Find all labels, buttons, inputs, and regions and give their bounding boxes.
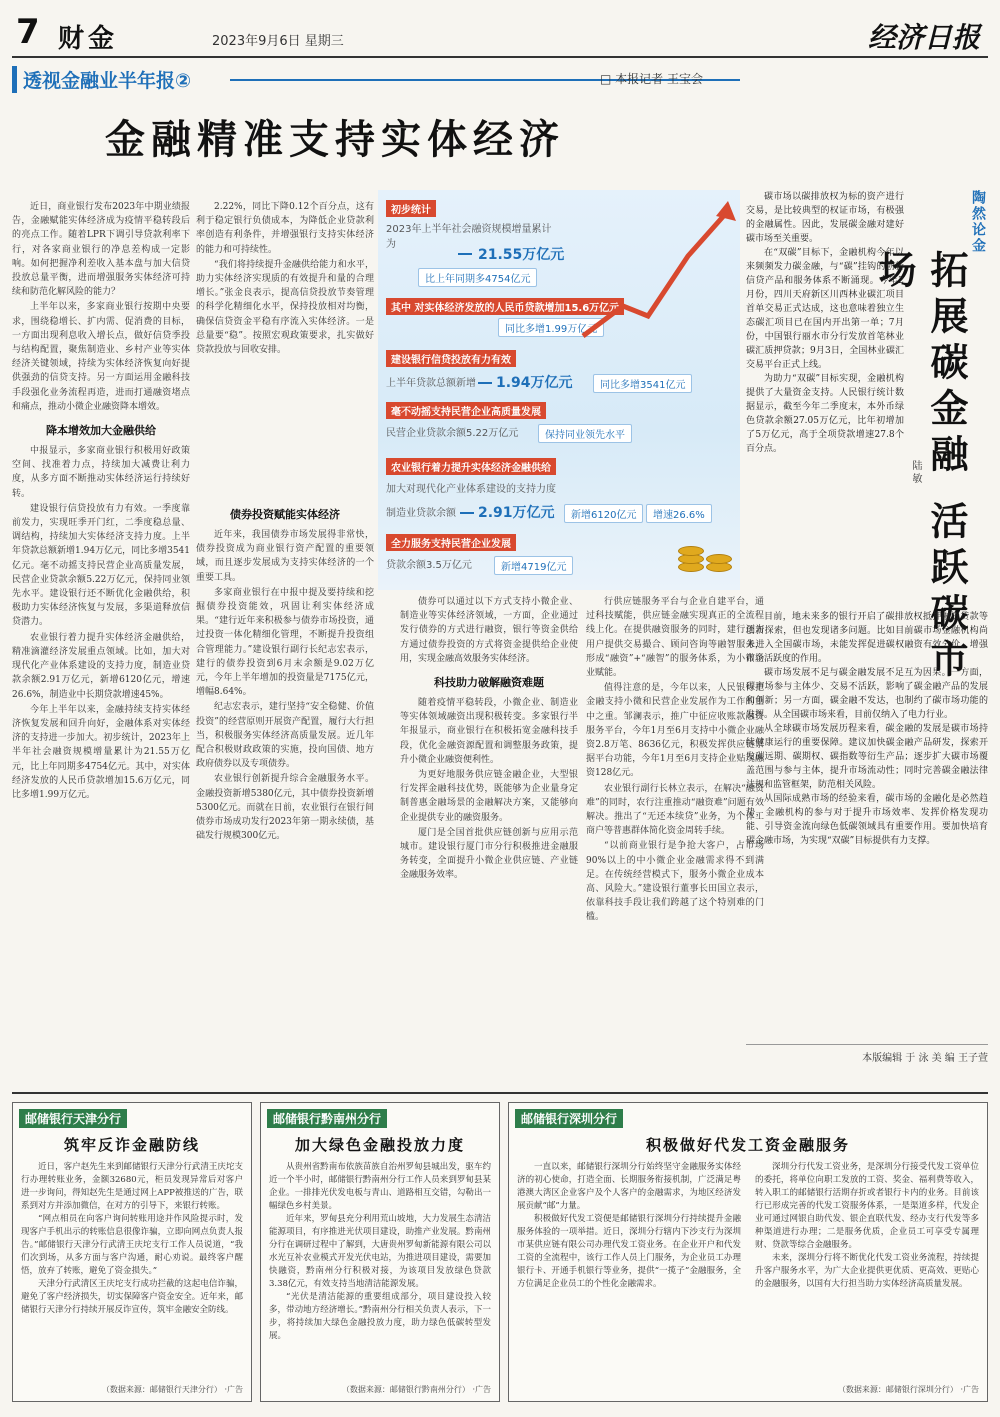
ad-paragraph: 从贵州省黔南布依族苗族自治州罗甸县城出发，驱车约近一个半小时，邮储银行黔南州分行工作人员来到罗甸县某企业。一排排光伏发电板与青山、道路相互交错，勾勒出一幅绿色乡村美景。 xyxy=(269,1162,491,1211)
ad-source xyxy=(342,1384,491,1395)
article-paragraph: 近日，商业银行发布2023年中期业绩报告，金融赋能实体经济成为疫情平稳转段后的亮点工作。随着LPR下调引导贷款利率下行，对各家商业银行的净息差构成一定影响。如何把握净利差收入基本盘与加大信贷投放总量平衡，进而增强服务实体经济可持续和防范化解风险的能力？ xyxy=(12,202,190,298)
article-paragraph: 上半年以来，多家商业银行按期中央要求，围绕稳增长、扩内需、促消费的目标，一方面出现利息收入增长点，做好信贷季投与结构配置，聚焦制造业、乡村产业等实体经济关键领域，持续为实体经济恢复向好提供强劲的信贷支持。另一方面运用金融科技手段强化业务流程再造，进而打通融资堵点和痛点，推动小微企业融资降本增效。 xyxy=(12,302,190,412)
ad-headline: 筑牢反诈金融防线 xyxy=(63,1136,200,1154)
article-paragraph: 中报显示，多家商业银行积极用好政策空间、找准着力点，持续加大减费让利力度，从多方面不断推动实体经济运行持续好转。 xyxy=(12,446,190,499)
ad-box-qiannan xyxy=(260,1102,500,1402)
commentary-paragraph: 碳市场以碳排放权为标的资产进行交易，是比较典型的权证市场，有极强的金融属性。因此，发展碳金融对建好碳市场至关重要。 xyxy=(746,192,904,244)
info-block-text: 贷款余额3.5万亿元 xyxy=(386,560,472,571)
info-block-text: 加大对现代化产业体系建设的支持力度 xyxy=(386,484,556,495)
info-pill: 保持同业领先水平 xyxy=(538,424,632,443)
article-paragraph: 为更好地服务供应链金融企业，大型银行发挥金融科技优势，既能够为企业量身定制普惠金融场景的金融解决方案，又能够向企业提供专业的融资服务。 xyxy=(400,770,578,823)
ad-paragraph: 近年来，罗甸县充分利用荒山坡地，大力发展生态清洁能源项目，有序推进光伏项目建设，助推产业发展。黔南州分行在调研过程中了解到，大唐贵州罗甸新能源有限公司以水光互补农业模式开发光伏电站，为推进项目建设，需要加快融资，黔南州分行积极对接，为该项目发放绿色贷款3.38亿元，有效支持当地清洁能源发展。 xyxy=(269,1214,491,1289)
issue-date: 2023年9月6日 星期三 xyxy=(212,34,344,49)
advertisement-strip xyxy=(12,1092,988,1410)
page-headline: 金融精准支持实体经济 xyxy=(105,117,565,163)
info-block-text: 上半年贷款总额新增 xyxy=(386,378,476,389)
coin-icon xyxy=(706,554,732,564)
article-paragraph: 近年来，我国债券市场发展得非常快，债券投资成为商业银行资产配置的重要领域，而且逐步发展成为支持实体经济的一个重要工具。 xyxy=(196,530,374,583)
article-paragraph: 农业银行创新提升综合金融服务水平。金融投资新增5380亿元，其中债券投资新增5300亿元。而就在日前，农业银行在银行间债券市场成功发行2023年第一期永续债，基础发行规模300亿元。 xyxy=(196,774,374,842)
article-paragraph: 随着疫情平稳转段，小微企业、制造业等实体领域融资出现积极转变。多家银行半年报显示，商业银行在积极拓宽金融科技手段，优化金融资源配置和调整服务政策，提升小微企业融资便利性。 xyxy=(400,698,578,765)
info-pill: 新增4719亿元 xyxy=(494,556,573,575)
ad-box-tianjin xyxy=(12,1102,252,1402)
info-block-text: 2023年上半年社会融资规模增量累计为 xyxy=(386,224,552,250)
info-number: 2.91万亿元 xyxy=(478,505,555,521)
article-paragraph: 今年上半年以来，金融持续支持实体经济恢复发展和回升向好，金融体系对实体经济的支持进一步加大。初步统计，2023年上半年社会融资规模增量累计为21.55万亿元，比上年同期多4754亿元。其中，对实体经济发放的人民币贷款增加15.6万亿元，同比多增1.99万亿元。 xyxy=(12,704,190,800)
article-paragraph: “以前商业银行是争抢大客户，占市场90%以上的中小微企业金融需求得不到满足。在传统经营模式下，服务小微企业成本高、风险大。”建设银行董事长田国立表示，依靠科技手段让我们跨越了这个特别难的门槛。 xyxy=(586,841,764,923)
commentary-title: 拓展碳金融 活跃碳市场 xyxy=(872,250,969,686)
commentary-body-lower xyxy=(746,610,988,1030)
ad-paragraph: 未来，深圳分行将不断优化代发工资业务流程，持续提升客户服务水平，为广大企业提供更优质、更高效、更贴心的金融服务，以国有大行担当助力实体经济高质量发展。 xyxy=(755,1253,979,1289)
masthead xyxy=(12,10,988,58)
infographic xyxy=(378,190,740,590)
info-pill: 同比多增1.99万亿元 xyxy=(498,318,604,337)
arrow-icon xyxy=(478,382,492,384)
page-number: 7 xyxy=(16,12,40,52)
series-tag: 透视金融业半年报② xyxy=(12,66,191,93)
ad-paragraph: 积极做好代发工资便是邮储银行深圳分行持续提升金融服务体验的一项举措。近日，深圳分行辖内下沙支行为深圳市某供应链有限公司办理代发工资业务。在企业开户和代发工资的全流程中，该行工作人员上门服务，为企业员工办理银行卡、开通手机银行等业务，提供“一揽子”金融服务，全方位满足企业员工的个性化金融需求。 xyxy=(517,1214,741,1289)
article-paragraph: 农业银行着力提升实体经济金融供给，精准滴灌经济发展重点领域。比如，加大对现代化产业体系建设的支持力度，制造业贷款余额2.91万亿元，新增6120亿元，增速26.6%，制造业中长期贷款增速45%。 xyxy=(12,632,190,700)
arrow-icon xyxy=(458,253,472,255)
article-paragraph: 2.22%，同比下降0.12个百分点，这有利于稳定银行负债成本，为降低企业贷款利率创造有利条件，并增强银行支持实体经济的能力和可持续性。 xyxy=(196,202,374,255)
byline: □ 本报记者 王宝会 xyxy=(600,72,703,86)
ad-source xyxy=(838,1384,979,1395)
ad-headline: 加大绿色金融投放力度 xyxy=(294,1136,465,1154)
editor-credits: 本版编辑 于 泳 美 编 王子萱 xyxy=(746,1044,988,1064)
ad-body xyxy=(261,1161,499,1371)
commentary-paragraph: 从国际成熟市场的经验来看，碳市场的金融化是必然趋势，金融机构的参与对于提升市场效率、发挥价格发现功能、引导资金流向绿色低碳领域具有重要作用。要加快培育碳金融市场，为实现“双碳”目标提供有力支撑。 xyxy=(746,794,988,846)
ad-paragraph: 近日，客户赵先生来到邮储银行天津分行武清王庆坨支行办理转账业务，金额32680元，柜员发现异常后对客户进一步询问，得知赵先生是通过网上APP被推送的广告，联系到对方并添加微信，在对方的引导下，来银行转账。 xyxy=(21,1162,243,1211)
ad-source-text: （数据来源：邮储银行黔南州分行） xyxy=(341,1385,470,1394)
info-block-title: 其中 对实体经济发放的人民币贷款增加15.6万亿元 xyxy=(386,298,624,315)
article-paragraph: 纪志宏表示，建行坚持“安全稳健、价值投资”的经营原则开展资产配置，履行大行担当，积极服务实体经济高质量发展。近几年配合积极财政政策的实施，投向国债、地方政府债券以及专项债券。 xyxy=(196,702,374,770)
coin-icon xyxy=(678,546,704,556)
article-paragraph: 农业银行副行长林立表示，在解决“融资难”的同时，农行注重推动“融资难”问题有效解决。推出了“无还本续贷”业务，为个体工商户等普惠群体简化资金周转手续。 xyxy=(586,783,764,837)
ad-mark: ·广告 xyxy=(224,1385,243,1394)
commentary-paragraph: 从全球碳市场发展历程来看，碳金融的发展是碳市场持续健康运行的重要保障。建议加快碳金融产品研发，探索开发碳远期、碳期权、碳指数等衍生产品；逐步扩大碳市场覆盖范围与参与主体，提升市场流动性；同时完善碳金融法律法规和监管框架，防范相关风险。 xyxy=(746,724,988,790)
commentary-author: 陆 敏 xyxy=(910,460,921,484)
article-paragraph: 行供应链服务平台与企业自建平台，通过科技赋能，供应链金融实现真正的全流程线上化。在提供融资服务的同时，建行还为用户提供交易撮合、顾问咨询等融智服务，形成“融资”+“融智”的服务体系，为小微企业赋能。 xyxy=(586,597,764,679)
info-pill: 增速26.6% xyxy=(646,504,712,523)
article-subhead: 债券投资赋能实体经济 xyxy=(230,508,340,521)
info-pill: 同比多增3541亿元 xyxy=(593,374,692,393)
ad-source xyxy=(102,1384,243,1395)
article-column-a xyxy=(400,595,578,1085)
info-block-text: 民营企业贷款余额5.22万亿元 xyxy=(386,428,519,439)
ad-mark: ·广告 xyxy=(472,1385,491,1394)
commentary-paragraph: 目前，地未来多的银行开启了碳排放权抵押融资贷款等创新探索，但也发现诸多问题。比如目前碳市场金融机构尚未进入全国碳市场，未能发挥促进碳权融资有效分价、增强市场活跃度的作用。 xyxy=(746,612,988,664)
info-block-title: 毫不动摇支持民营企业高质量发展 xyxy=(386,402,546,419)
info-block-title: 农业银行着力提升实体经济金融供给 xyxy=(386,458,556,475)
ad-body xyxy=(13,1161,251,1371)
ad-headline: 积极做好代发工资金融服务 xyxy=(645,1136,850,1154)
ad-paragraph: 天津分行武清区王庆坨支行成功拦截的这起电信诈骗，避免了客户经济损失，切实保障客户资金安全。近年来，邮储银行天津分行持续开展反诈宣传，筑牢金融安全防线。 xyxy=(21,1279,243,1315)
ad-body xyxy=(509,1161,987,1371)
ad-source-text: （数据来源：邮储银行深圳分行） xyxy=(837,1385,958,1394)
info-block-text: 制造业贷款余额 xyxy=(386,508,456,519)
ad-tag: 邮储银行天津分行 xyxy=(19,1109,127,1128)
ad-mark: ·广告 xyxy=(960,1385,979,1394)
ad-source-text: （数据来源：邮储银行天津分行） xyxy=(101,1385,222,1394)
info-number: 1.94万亿元 xyxy=(496,375,573,391)
ad-paragraph: 深圳分行代发工资业务，是深圳分行接受代发工资单位的委托，将单位向职工发放的工资、奖金、福利费等收入，转入职工的邮储银行活期存折或者银行卡内的业务。目前该行已形成完善的代发工资服务体系，一是渠道多样，代发企业可通过网银自助代发、银企直联代发、经办支行代发等多种渠道进行办理；二是服务优质，企业员工可享受专属理财、贷款等综合金融服务。 xyxy=(755,1162,979,1250)
info-pill: 比上年同期多4754亿元 xyxy=(418,268,537,287)
ad-paragraph: “网点相员在向客户询问转账用途并作风险提示时，发现客户手机出示的转账信息很像诈骗，立即向网点负责人报告。”邮储银行天津分行武清王庆坨支行工作人员说道，“我们次到场，从多方面与客户沟通，耐心劝说。最终客户醒悟，放弃了转账，避免了资金损失。” xyxy=(21,1214,243,1276)
ad-tag: 邮储银行黔南州分行 xyxy=(267,1109,387,1128)
article-paragraph: 厦门是全国首批供应链创新与应用示范城市。建设银行厦门市分行积极推进金融服务转变，全面提升小微企业供应链、产业链金融服务效率。 xyxy=(400,827,578,881)
paper-logo: 经济日报 xyxy=(867,21,980,54)
info-number: 21.55万亿元 xyxy=(478,247,565,263)
commentary-paragraph: 为助力“双碳”目标实现，金融机构提供了大量资金支持。人民银行统计数据显示，截至今年二季度末，本外币绿色贷款余额27.05万亿元，比年初增加了5万亿元，高于全项贷款增速27.8个百分点。 xyxy=(746,374,904,454)
commentary-paragraph: 在“双碳”目标下，金融机构今年以来频频发力碳金融，与“碳”挂钩的创新信贷产品和服务体系不断涌现。今年2月份，四川天府新区川西林业碳汇项目首单交易正式达成，这也意味着独立生态碳汇项目已在国内开出第一单；7月份，中国银行丽水市分行发放首笔林业碳汇质押贷款；9月3日，全国林业碳汇交易平台正式上线。 xyxy=(746,248,904,370)
article-paragraph: 值得注意的是，今年以来，人民银行把金融支持小微和民营企业发展作为工作的重中之重。邹澜表示，推广中征应收账款融资服务平台，今年1月至6月支持中小微企业融资2.8万笔、8636亿元，积极发挥供应链票据平台功能，今年1月至6月支持企业贴现融资128亿元。 xyxy=(586,683,764,779)
arrow-icon xyxy=(460,512,474,514)
commentary-column xyxy=(746,190,988,1080)
article-column-middle xyxy=(196,498,374,1080)
commentary-paragraph: 碳市场发展不足与碳金融发展不足互为因果。一方面，碳市场参与主体少、交易不活跃，影响了碳金融产品的发展和创新；另一方面，碳金融不发达，也制约了碳市场功能的发挥。从全国碳市场来看，目前仅纳入了电力行业。 xyxy=(746,668,988,720)
article-subhead: 降本增效加大金融供给 xyxy=(46,424,156,438)
info-pill: 新增6120亿元 xyxy=(564,504,643,523)
article-paragraph: 债券可以通过以下方式支持小微企业、制造业等实体经济领域，一方面，企业通过发行债券的方式进行融资，银行等资金供给方通过债券投资的方式将资金提供给企业使用，实现金融高效服务实体经济。 xyxy=(400,597,578,664)
info-block-title: 建设银行信贷投放有力有效 xyxy=(386,350,516,367)
article-column-b xyxy=(586,595,764,1085)
commentary-body xyxy=(746,190,904,605)
section-name: 财金 xyxy=(58,24,119,54)
ad-paragraph: “光伏是清洁能源的重要组成部分，项目建设投入较多，带动地方经济增长。”黔南州分行相关负责人表示，下一步，将持续加大绿色金融投放力度，助力绿色低碳转型发展。 xyxy=(269,1292,491,1341)
info-block-title: 全力服务支持民营企业发展 xyxy=(386,534,516,551)
info-block-title: 初步统计 xyxy=(386,200,436,217)
growth-arrow-icon xyxy=(578,196,738,346)
article-subhead: 科技助力破解融资难题 xyxy=(434,676,544,690)
ad-paragraph: 一直以来，邮储银行深圳分行始终坚守金融服务实体经济的初心使命，打造全面、长期服务衔接机制，广泛满足粤港澳大湾区企业客户及个人客户的金融需求，为地区经济发展贡献“邮”力量。 xyxy=(517,1162,741,1211)
article-paragraph: 多家商业银行在中报中提及要持续和挖掘债券投资能效，巩固让利实体经济成果。“建行近年来积极参与债券市场投资，通过投资一体化精细化管理，不断提升投资组合管理能力。”建设银行副行长纪志宏表示，建行的债券投资到6月末余额是9.02万亿元，今年上半年增加的投资量是7175亿元，增幅8.64%。 xyxy=(196,587,374,698)
ad-box-shenzhen xyxy=(508,1102,988,1402)
article-paragraph: “我们将持续提升金融供给能力和水平，助力实体经济实现质的有效提升和量的合理增长。”张金良表示，提高信贷投放节奏管理的科学化精细化水平，保持投放相对均衡，确保信贷资金平稳有序流入实体经济。一是总量要“稳”。按照宏观政策要求，扎实做好贷款投放与回收安排。 xyxy=(196,259,374,356)
article-column-left xyxy=(12,200,190,1080)
ad-tag: 邮储银行深圳分行 xyxy=(515,1109,623,1128)
commentary-tag: 陶然论金 xyxy=(970,190,986,254)
article-column-middle-top xyxy=(196,200,374,490)
article-paragraph: 建设银行信贷投放有力有效。一季度靠前发力，实现旺季开门红，二季度稳总量、调结构，持续加大实体经济支持力度。上半年贷款总额新增1.94万亿元，同比多增3541亿元。毫不动摇支持民营企业高质量发展，民营企业贷款余额5.22万亿元，保持同业领先水平。建设银行还不断优化金融供给，积极助力实体经济恢复与发展，多渠道释放信贷潜力。 xyxy=(12,503,190,628)
